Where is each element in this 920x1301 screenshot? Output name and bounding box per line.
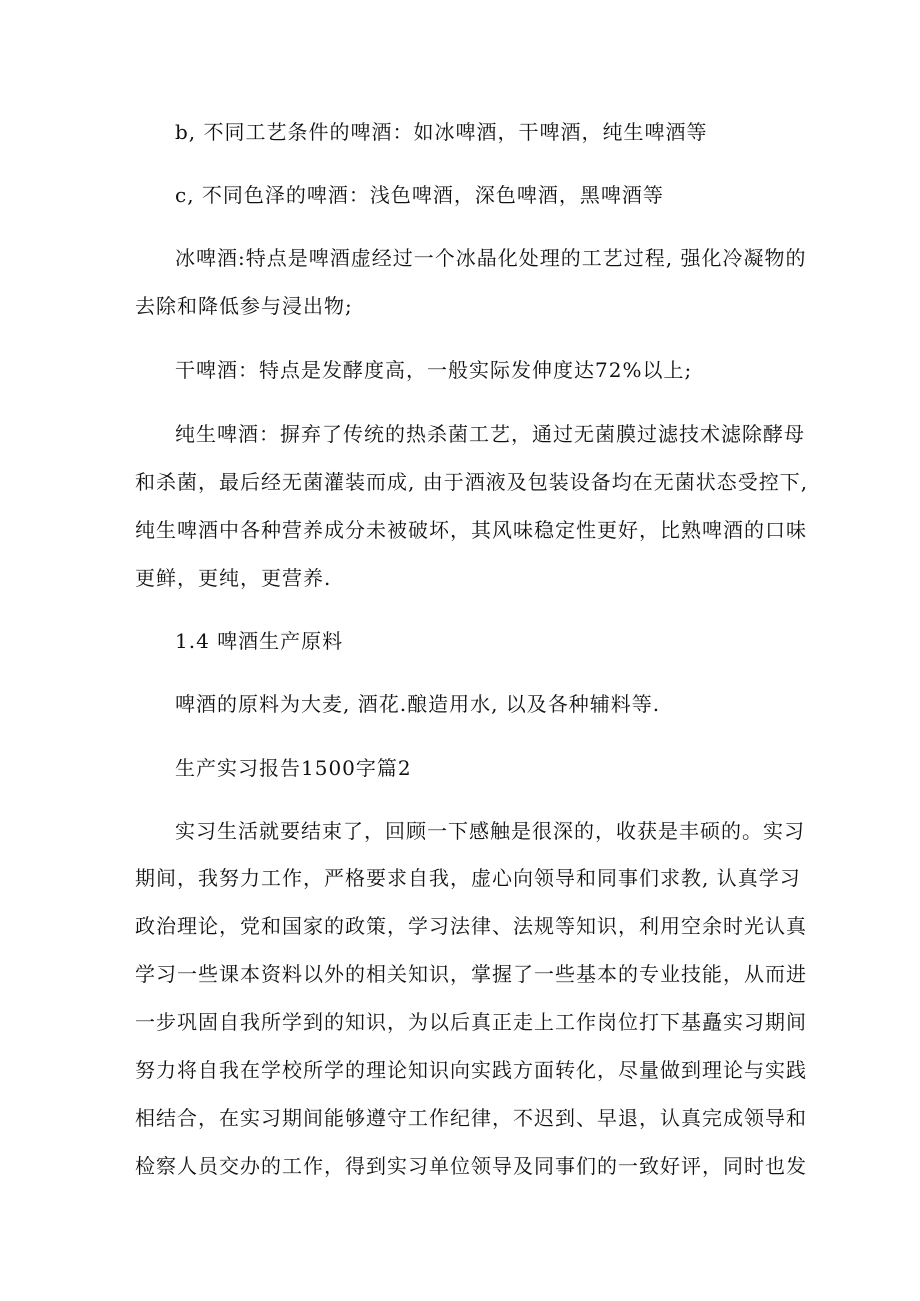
raw-materials-line: 啤酒的原料为大麦, 酒花.酿造用水, 以及各种辅料等. bbox=[175, 692, 661, 716]
draft-beer-line-4: 更鲜，更纯，更营养. bbox=[135, 566, 332, 590]
paragraph-2-line-3: 政治理论，党和国家的政策，学习法律、法规等知识，利用空余时光认真 bbox=[135, 914, 807, 938]
dry-beer-line: 干啤酒：特点是发酵度高，一般实际发伸度达72%以上; bbox=[175, 358, 693, 382]
draft-beer-line-3: 纯生啤酒中各种营养成分未被破坏，其风味稳定性更好，比熟啤酒的口味 bbox=[135, 518, 807, 542]
beer-type-c-line: c, 不同色泽的啤酒：浅色啤酒，深色啤酒，黑啤酒等 bbox=[175, 183, 664, 207]
beer-type-b-line: b, 不同工艺条件的啤酒：如冰啤酒，干啤酒，纯生啤酒等 bbox=[175, 120, 708, 144]
paragraph-2-line-4: 学习一些课本资料以外的相关知识，掌握了一些基本的专业技能，从而进 bbox=[135, 962, 807, 986]
report-title-2: 生产实习报告1500字篇2 bbox=[175, 756, 412, 780]
draft-beer-line-2: 和杀菌，最后经无菌灌装而成, 由于酒液及包装设备均在无菌状态受控下, bbox=[135, 470, 809, 494]
paragraph-2-line-7: 相结合，在实习期间能够遵守工作纪律，不迟到、早退，认真完成领导和 bbox=[135, 1106, 807, 1130]
ice-beer-line-1: 冰啤酒:特点是啤酒虚经过一个冰晶化处理的工艺过程, 强化冷凝物的 bbox=[175, 246, 807, 270]
section-heading-1-4: 1.4 啤酒生产原料 bbox=[175, 629, 344, 653]
draft-beer-line-1: 纯生啤酒：摒弃了传统的热杀菌工艺，通过无菌膜过滤技术滤除酵母 bbox=[175, 422, 805, 446]
paragraph-2-line-1: 实习生活就要结束了，回顾一下感触是很深的，收获是丰硕的。实习 bbox=[175, 819, 805, 843]
paragraph-2-line-5: 一步巩固自我所学到的知识，为以后真正走上工作岗位打下基矗实习期间 bbox=[135, 1010, 807, 1034]
paragraph-2-line-2: 期间，我努力工作，严格要求自我，虚心向领导和同事们求教, 认真学习 bbox=[135, 866, 801, 890]
ice-beer-line-2: 去除和降低参与浸出物; bbox=[135, 294, 353, 318]
paragraph-2-line-6: 努力将自我在学校所学的理论知识向实践方面转化，尽量做到理论与实践 bbox=[135, 1058, 807, 1082]
paragraph-2-line-8: 检察人员交办的工作，得到实习单位领导及同事们的一致好评，同时也发 bbox=[135, 1154, 807, 1178]
